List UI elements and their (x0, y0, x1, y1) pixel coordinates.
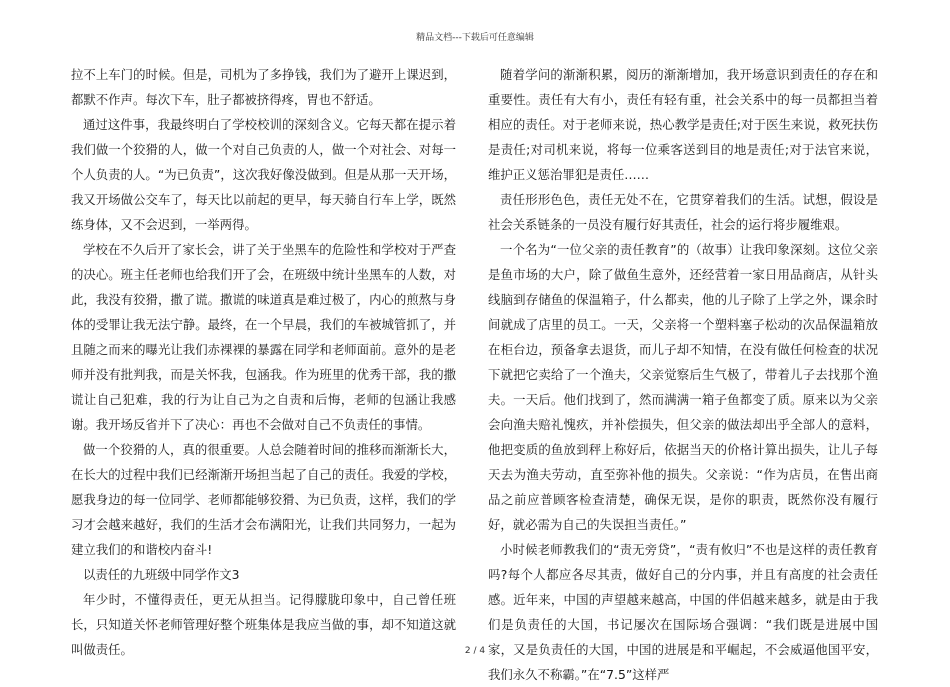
paragraph: 通过这件事，我最终明白了学校校训的深刻含义。它每天都在提示着我们做一个狡猾的人，做一个对自己负责的人，做一个对社会、对每一个人负责的人。“为已负责”，这次我好像没做到。但是从那一天开场，我又开场做公交车了，每天比以前起的更早，每天骑自行车上学，既然练身体，又不会迟到，一举两得。 (71, 117, 456, 232)
page-number: 2 / 4 (464, 646, 486, 656)
right-column (488, 62, 878, 687)
document-header: 精品文档---下载后可任意编辑 (416, 33, 534, 43)
left-column (71, 62, 456, 662)
paragraph: 拉不上车门的时候。但是，司机为了多挣钱，我们为了避开上课迟到，都默不作声。每次下车，肚子都被挤得疼，胃也不舒适。 (71, 67, 456, 107)
paragraph: 小时候老师教我们的“责无旁贷”，“责有攸归”不也是这样的责任教育吗?每个人都应各尽其责，做好自己的分内事，并且有高度的社会责任感。近年来，中国的声望越来越高，中国的伴侣越来越多，就是由于我们是负责任的大国，书记屡次在国际场合强调：“我们既是进展中国家，又是负责任的大国，中国的进展是和平崛起，不会威逼他国平安，我们永久不称霸。”在“7.5”这样严 (488, 542, 878, 682)
section-heading: 以责任的九班级中同学作文3 (83, 567, 240, 582)
paragraph: 年少时，不懂得责任，更无从担当。记得朦胧印象中，自己曾任班长，只知道关怀老师管理好整个班集体是我应当做的事，却不知道这就叫做责任。 (71, 592, 456, 657)
paragraph: 随着学问的渐渐积累，阅历的渐渐增加，我开场意识到责任的存在和重要性。责任有大有小，责任有轻有重，社会关系中的每一员都担当着相应的责任。对于老师来说，热心教学是责任;对于医生来说，救死扶伤是责任;对司机来说，将每一位乘客送到目的地是责任;对于法官来说，维护正义惩治罪犯是责任…… (488, 67, 878, 182)
paragraph: 做一个狡猾的人，真的很重要。人总会随着时间的推移而渐渐长大，在长大的过程中我们已经渐渐开场担当起了自己的责任。我爱的学校，愿我身边的每一位同学、老师都能够狡猾、为已负责，这样，我们的学习才会越来越好，我们的生活才会布满阳光，让我们共同努力，一起为建立我们的和谐校内奋斗! (71, 442, 456, 557)
paragraph: 责任形形色色，责任无处不在，它贯穿着我们的生活。试想，假设是社会关系链条的一员没有履行好其责任，社会的运行将步履维艰。 (488, 192, 878, 232)
paragraph: 一个名为“一位父亲的责任教育”的（故事）让我印象深刻。这位父亲是鱼市场的大户，除了做鱼生意外，还经营着一家日用品商店，从针头线脑到存储鱼的保温箱子，什么都卖，他的儿子除了上学之外，课余时间就成了店里的员工。一天，父亲将一个塑料塞子松动的次品保温箱放在柜台边，预备拿去退货，而儿子却不知情，在没有做任何检查的状况下就把它卖给了一个渔夫，父亲觉察后生气极了，带着儿子去找那个渔夫。一天后。他们找到了，然而满满一箱子鱼都变了质。原来以为父亲会向渔夫赔礼愧疚，并补偿损失，但父亲的做法却出乎全部人的意料，他把变质的鱼放到秤上称好后，依据当天的价格计算出损失，让儿子每天去为渔夫劳动，直至弥补他的损失。父亲说：“作为店员，在售出商品之前应普顾客检查清楚，确保无误，是你的职责，既然你没有履行好，就必需为自己的失误担当责任。” (488, 242, 878, 532)
paragraph: 学校在不久后开了家长会，讲了关于坐黑车的危险性和学校对于严查的决心。班主任老师也给我们开了会，在班级中统计坐黑车的人数，对此，我没有狡猾，撒了谎。撒谎的味道真是难过极了，内心的煎熬与身体的受罪让我无法宁静。最终，在一个早晨，我们的车被城管抓了，并且随之而来的曝光让我们赤裸裸的暴露在同学和老师面前。意外的是老师并没有批判我，而是关怀我，包涵我。作为班里的优秀干部，我的撒谎让自己犯难，我的行为让自己为之自责和后悔，老师的包涵让我感谢。我开场反省并下了决心：再也不会做对自己不负责任的事情。 (71, 242, 456, 432)
